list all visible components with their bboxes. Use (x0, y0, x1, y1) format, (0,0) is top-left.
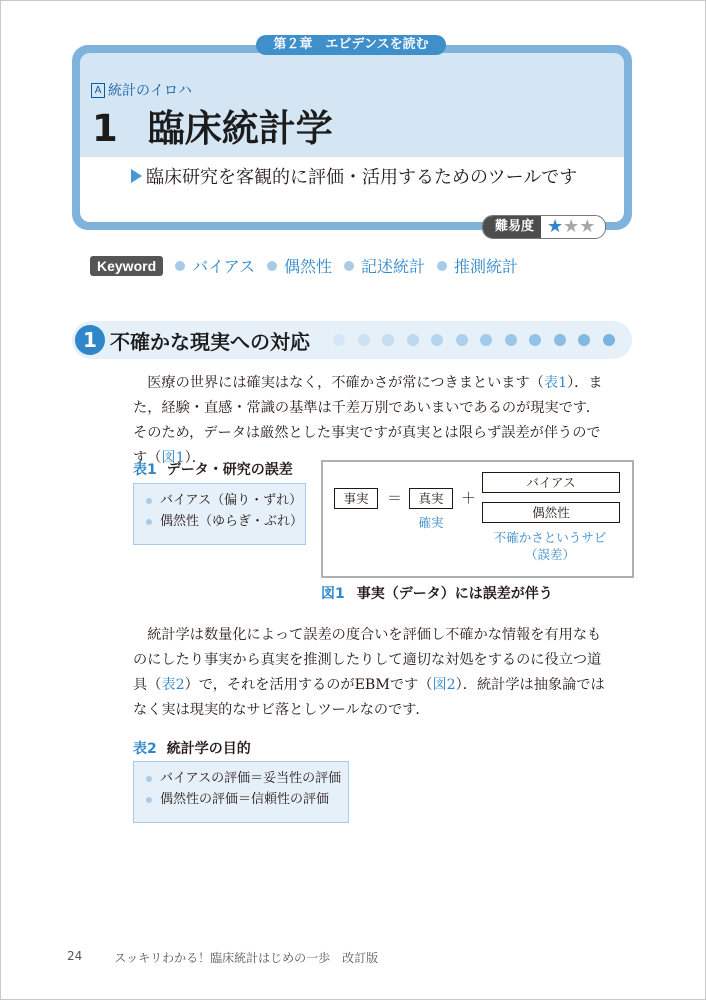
bullet-icon (146, 797, 152, 803)
list-item (146, 511, 305, 532)
body-text: 統計学は数量化によって誤差の度合いを評価し不確かな情報を有用なものにしたり事実から真実を推測したりして適切な対処をするのに役立つ道具（ (133, 627, 602, 693)
decorative-dot (456, 334, 468, 346)
list-item (146, 490, 305, 511)
page-title (92, 104, 333, 154)
list-item-text: バイアスの評価＝妥当性の評価 (160, 771, 342, 786)
table-reference: 表1 (543, 375, 568, 391)
keyword-label: 記述統計 (361, 257, 426, 276)
body-text: 医療の世界には確実はなく，不確かさが常につきまといます（ (147, 375, 544, 391)
keyword-item (344, 254, 425, 277)
chapter-number: 1 (92, 107, 118, 150)
certain-label: 確実 (418, 515, 444, 530)
body-text: ）． (184, 450, 206, 466)
table-2 (133, 761, 349, 823)
list-item-text: 偶然性の評価＝信頼性の評価 (160, 792, 330, 807)
keyword-label: バイアス (192, 257, 256, 276)
decorative-dot (603, 334, 615, 346)
bullet-icon (146, 498, 152, 504)
error-label: （誤差） (524, 547, 575, 562)
body-text: ）．統計学は抽象論ではなく実は現実的なサビ落としツールなのです． (133, 677, 605, 718)
fact-box: 事実 (334, 488, 378, 509)
section-number: 1 (75, 325, 105, 355)
keyword-item (175, 254, 255, 277)
section-title: 不確かな現実への対応 (110, 330, 310, 354)
figure-1-number: 図1 (321, 586, 345, 602)
decorative-dot (382, 334, 394, 346)
table-2-caption (133, 738, 251, 758)
decorative-dot (407, 334, 419, 346)
section-tag-letter: A (91, 83, 105, 98)
chance-box: 偶然性 (482, 502, 620, 523)
figure-reference: 図2 (432, 677, 456, 693)
decorative-dot (431, 334, 443, 346)
figure-1-caption (321, 583, 553, 603)
bullet-icon (267, 261, 277, 271)
star-empty-icon: ★ (579, 216, 596, 237)
chapter-title-text: 臨床統計学 (147, 107, 333, 150)
decorative-dot (554, 334, 566, 346)
page-number: 24 (67, 949, 83, 963)
decorative-dots (333, 334, 623, 346)
keyword-item (267, 254, 332, 277)
table-1-title: データ・研究の誤差 (166, 462, 293, 478)
keyword-label: 推測統計 (454, 257, 519, 276)
decorative-dot (505, 334, 517, 346)
keyword-label: 偶然性 (284, 257, 333, 276)
star-empty-icon: ★ (563, 216, 580, 237)
decorative-dot (578, 334, 590, 346)
list-item-text: バイアス（偏り・ずれ） (160, 493, 303, 508)
triangle-icon (131, 169, 142, 183)
table-reference: 表2 (161, 677, 185, 693)
difficulty-badge (482, 215, 606, 239)
keyword-item (437, 254, 518, 277)
decorative-dot (480, 334, 492, 346)
bullet-icon (146, 519, 152, 525)
list-item (146, 789, 348, 810)
difficulty-label: 難易度 (483, 216, 541, 238)
decorative-dot (358, 334, 370, 346)
section-tag-label: 統計のイロハ (108, 83, 192, 99)
table-2-title: 統計学の目的 (166, 741, 251, 757)
bullet-icon (437, 261, 447, 271)
book-title: スッキリわかる！臨床統計はじめの一歩 改訂版 (114, 951, 379, 965)
bullet-icon (146, 776, 152, 782)
uncertain-label: 不確かさというサビ (493, 530, 607, 545)
truth-box: 真実 (409, 488, 453, 509)
table-1 (133, 483, 306, 545)
table-1-caption (133, 459, 293, 479)
bullet-icon (175, 261, 185, 271)
bullet-icon (344, 261, 354, 271)
equals-sign: ＝ (387, 489, 403, 507)
page-footer (67, 949, 378, 966)
chapter-subtitle (131, 163, 577, 189)
difficulty-stars (541, 216, 605, 238)
figure-reference: 図1 (161, 450, 185, 466)
body-text: ）．また，経験・直感・常識の基準は千差万別であいまいであるのが現実です．そのため，データは厳然とした事実ですが真実とは限らず誤差が伴うのです（ (133, 375, 603, 466)
table-2-number: 表2 (133, 741, 157, 757)
list-item-text: 偶然性（ゆらぎ・ぶれ） (160, 514, 304, 529)
decorative-dot (333, 334, 345, 346)
body-paragraph-1 (133, 371, 609, 471)
chapter-subtitle-text: 臨床研究を客観的に評価・活用するためのツールです (146, 167, 578, 188)
decorative-dot (529, 334, 541, 346)
plus-sign: ＋ (461, 489, 477, 507)
table-1-number: 表1 (133, 462, 157, 478)
section-tag (91, 80, 192, 100)
figure-1 (321, 460, 634, 578)
chapter-tab: 第２章 エビデンスを読む (256, 35, 446, 55)
keyword-row (90, 254, 518, 277)
body-text: ）で，それを活用するのがEBMです（ (184, 677, 433, 693)
list-item (146, 768, 348, 789)
keyword-badge: Keyword (90, 256, 163, 276)
bias-box: バイアス (482, 472, 620, 493)
body-paragraph-2 (133, 623, 609, 723)
star-filled-icon: ★ (547, 216, 564, 237)
figure-1-title: 事実（データ）には誤差が伴う (356, 586, 553, 602)
